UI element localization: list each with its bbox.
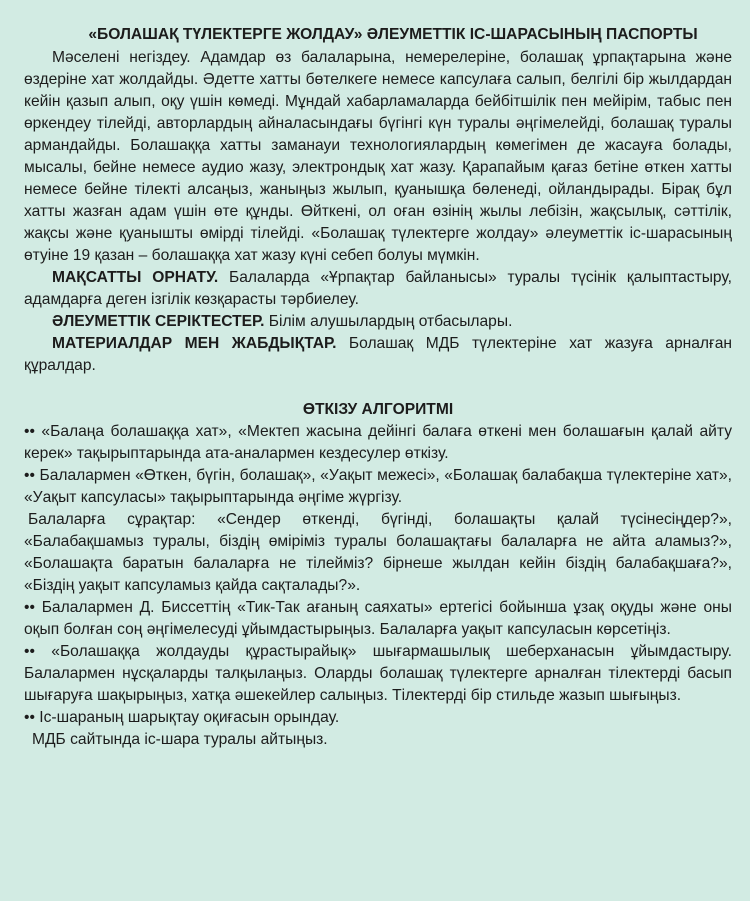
partners-label: ӘЛЕУМЕТТІК СЕРІКТЕСТЕР.	[52, 313, 265, 330]
algorithm-step: •• Балалармен Д. Биссеттің «Тик-Так ағаның саяхаты» ертегісі бойынша ұзақ оқуды және оны оқып болған соң әңгімелесуді ұйымдастырыңыз. Балаларға уақыт капсуласын көрсетіңіз.	[24, 599, 732, 638]
algorithm-step: •• Іс-шараның шарықтау оқиғасын орындау.	[24, 709, 340, 726]
algorithm-title: ӨТКІЗУ АЛГОРИТМІ	[302, 401, 454, 418]
materials-label: МАТЕРИАЛДАР МЕН ЖАБДЫҚТАР.	[52, 335, 337, 352]
algorithm-step: МДБ сайтында іс-шара туралы айтыңыз.	[32, 731, 328, 748]
goal-paragraph	[24, 267, 732, 311]
materials-text: Болашақ МДБ түлектеріне хат жазуға арналған құралдар.	[24, 335, 732, 374]
algorithm-step: Балаларға сұрақтар: «Сендер өткенді, бүгінді, болашақты қалай түсінесіңдер?», «Балабақшамыз туралы, біздің өміріміз туралы болашақтағы балаларға не айта аламыз?», «Болашақта баратын балаларға не тілейміз? бірнеше жылдан кейін біздің балабақшаға?», «Біздің уақыт капсуламыз қайда сақталады?».	[24, 511, 732, 594]
algorithm-step: •• «Балаңа болашаққа хат», «Мектеп жасына дейінгі балаға өткені мен болашағын қалай айту керек» тақырыптарында ата-аналармен кездесулер өткізу.	[24, 423, 732, 462]
problem-paragraph: Мәселені негіздеу. Адамдар өз балаларына, немерелеріне, болашақ ұрпақтарына және өздеріне хат жолдайды. Әдетте хатты бөтелкеге немесе капсулаға салып, белгілі бір жылдардан кейін қазып алып, оқу үшін көмеді. Мұндай хабарламаларда бейбітшілік пен мейірім, табыс пен өркендеу тілейді, авторлардың айналасындағы бүгінгі күн туралы әңгімелейді, болашақ туралы армандайды. Болашаққа хатты заманауи технологиялардың көмегімен де жасауға болады, мысалы, бейне немесе аудио жазу, электрондық хат жазу. Қарапайым қағаз бетіне өткен хатты немесе бейне тілекті алсаңыз, жаныңыз жылып, қуанышқа бөленеді, ойландырады. Бірақ бұл хатты жазған адам үшін өте құнды. Өйткені, ол оған өзінің жылы лебізін, жақсылық, сәттілік, жақсы және қуанышты өмірді тілейді. «Болашақ түлектерге жолдау» әлеуметтік іс-шарасының өтуіне 19 қазан – болашаққа хат жазу күні себеп болуы мүмкін.	[24, 49, 732, 264]
algorithm-step: •• «Болашаққа жолдауды құрастырайық» шығармашылық шеберханасын ұйымдастыру. Балалармен нұсқаларды талқылаңыз. Оларды болашақ түлектерге арналған тілектерді басып шығаруға шақырыңыз, хатқа әшекейлер салыңыз. Тілектерді бір стильде жазып шығыңыз.	[24, 643, 732, 704]
goal-text: Балаларда «Ұрпақтар байланысы» туралы түсінік қалыптастыру, адамдарға деген ізгілік көзқарасты тәрбиелеу.	[24, 269, 732, 308]
document-title: «БОЛАШАҚ ТҮЛЕКТЕРГЕ ЖОЛДАУ» ӘЛЕУМЕТТІК ІС-ШАРАСЫНЫҢ ПАСПОРТЫ	[88, 26, 698, 43]
partners-text: Білім алушылардың отбасылары.	[264, 313, 513, 330]
materials-paragraph	[24, 333, 732, 377]
goal-label: МАҚСАТТЫ ОРНАТУ.	[52, 269, 219, 286]
partners-paragraph	[24, 311, 732, 333]
algorithm-step: •• Балалармен «Өткен, бүгін, болашақ», «Уақыт межесі», «Болашақ балабақша түлектеріне хат», «Уақыт капсуласы» тақырыптарында әңгіме жүргізу.	[24, 467, 732, 506]
